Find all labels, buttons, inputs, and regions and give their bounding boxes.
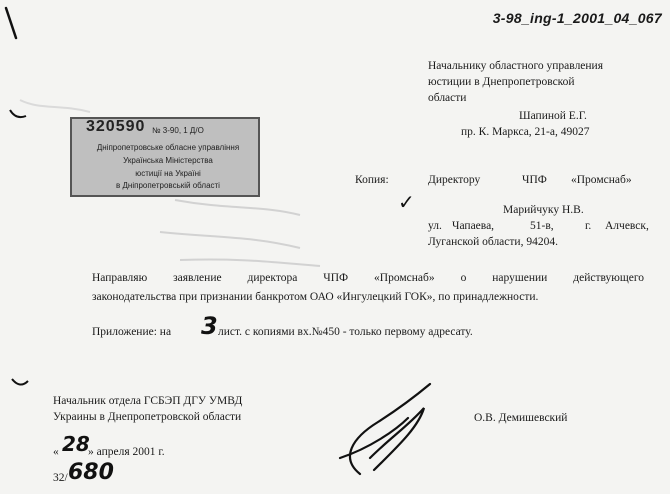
addressee-address: пр. К. Маркса, 21-а, 49027 bbox=[461, 126, 590, 138]
registration-stamp bbox=[70, 117, 260, 197]
copy-label: Копия: bbox=[355, 174, 389, 186]
copy-addr-street: ул. bbox=[428, 220, 442, 232]
check-mark-icon: ✓ bbox=[398, 190, 415, 214]
signatory-title-line1: Начальник отдела ГСБЭП ДГУ УМВД bbox=[53, 395, 243, 407]
stamp-line: № 3-90, 1 Д/О bbox=[152, 126, 204, 135]
attachment-prefix: Приложение: на bbox=[92, 326, 172, 338]
registration-prefix: 32/ bbox=[53, 472, 68, 484]
copy-name: Марийчуку Н.В. bbox=[503, 204, 584, 216]
stamp-line: Українська Міністерства bbox=[123, 156, 213, 165]
document-ref-id: 3-98_ing-1_2001_04_067 bbox=[492, 10, 662, 26]
copy-addr-line2: Луганской области, 94204. bbox=[428, 236, 558, 248]
stamp-line: юстиції на Україні bbox=[135, 169, 201, 178]
signatory-title-line2: Украины в Днепропетровской области bbox=[53, 411, 242, 423]
addressee-line1: Начальнику областного управления bbox=[428, 60, 604, 72]
copy-addr-city-abbr: г. bbox=[585, 220, 592, 232]
margin-tick bbox=[8, 108, 30, 122]
stamp-number: 320590 bbox=[86, 118, 146, 135]
signatory-name: О.В. Демишевский bbox=[474, 412, 568, 424]
stamp-line: Дніпропетровське обласне управління bbox=[96, 143, 240, 152]
margin-tick-2 bbox=[10, 375, 32, 391]
registration-handwritten-number: 680 bbox=[68, 460, 114, 485]
body-line2: законодательства при признании банкротом ОАО «Ингулецкий ГОК», по принадлежности. bbox=[92, 291, 539, 303]
stamp-line: в Дніпропетровській області bbox=[116, 181, 220, 190]
addressee-name: Шапиной Е.Г. bbox=[519, 110, 587, 122]
copy-role: Директору bbox=[428, 174, 481, 186]
body-line1: Направляю заявление директора ЧПФ «Промснаб» о нарушении действующего bbox=[92, 272, 644, 284]
date-open-quote: « bbox=[53, 446, 59, 458]
copy-addr-city: Алчевск, bbox=[605, 220, 649, 232]
attachment-suffix: лист. с копиями вх.№450 - только первому адресату. bbox=[218, 326, 473, 338]
addressee-line3: области bbox=[428, 92, 467, 104]
addressee-line2: юстиции в Днепропетровской bbox=[428, 76, 575, 88]
copy-org-short: ЧПФ bbox=[522, 174, 547, 186]
attachment-handwritten-count: 3 bbox=[201, 312, 218, 340]
copy-addr-house: 51-в, bbox=[530, 220, 554, 232]
date-rest: » апреля 2001 г. bbox=[88, 446, 165, 458]
date-handwritten-day: 28 bbox=[62, 432, 90, 456]
handwritten-mark bbox=[2, 6, 22, 42]
copy-addr-street-name: Чапаева, bbox=[452, 220, 495, 232]
handwritten-signature bbox=[300, 378, 450, 482]
copy-org-name: «Промснаб» bbox=[571, 174, 632, 186]
